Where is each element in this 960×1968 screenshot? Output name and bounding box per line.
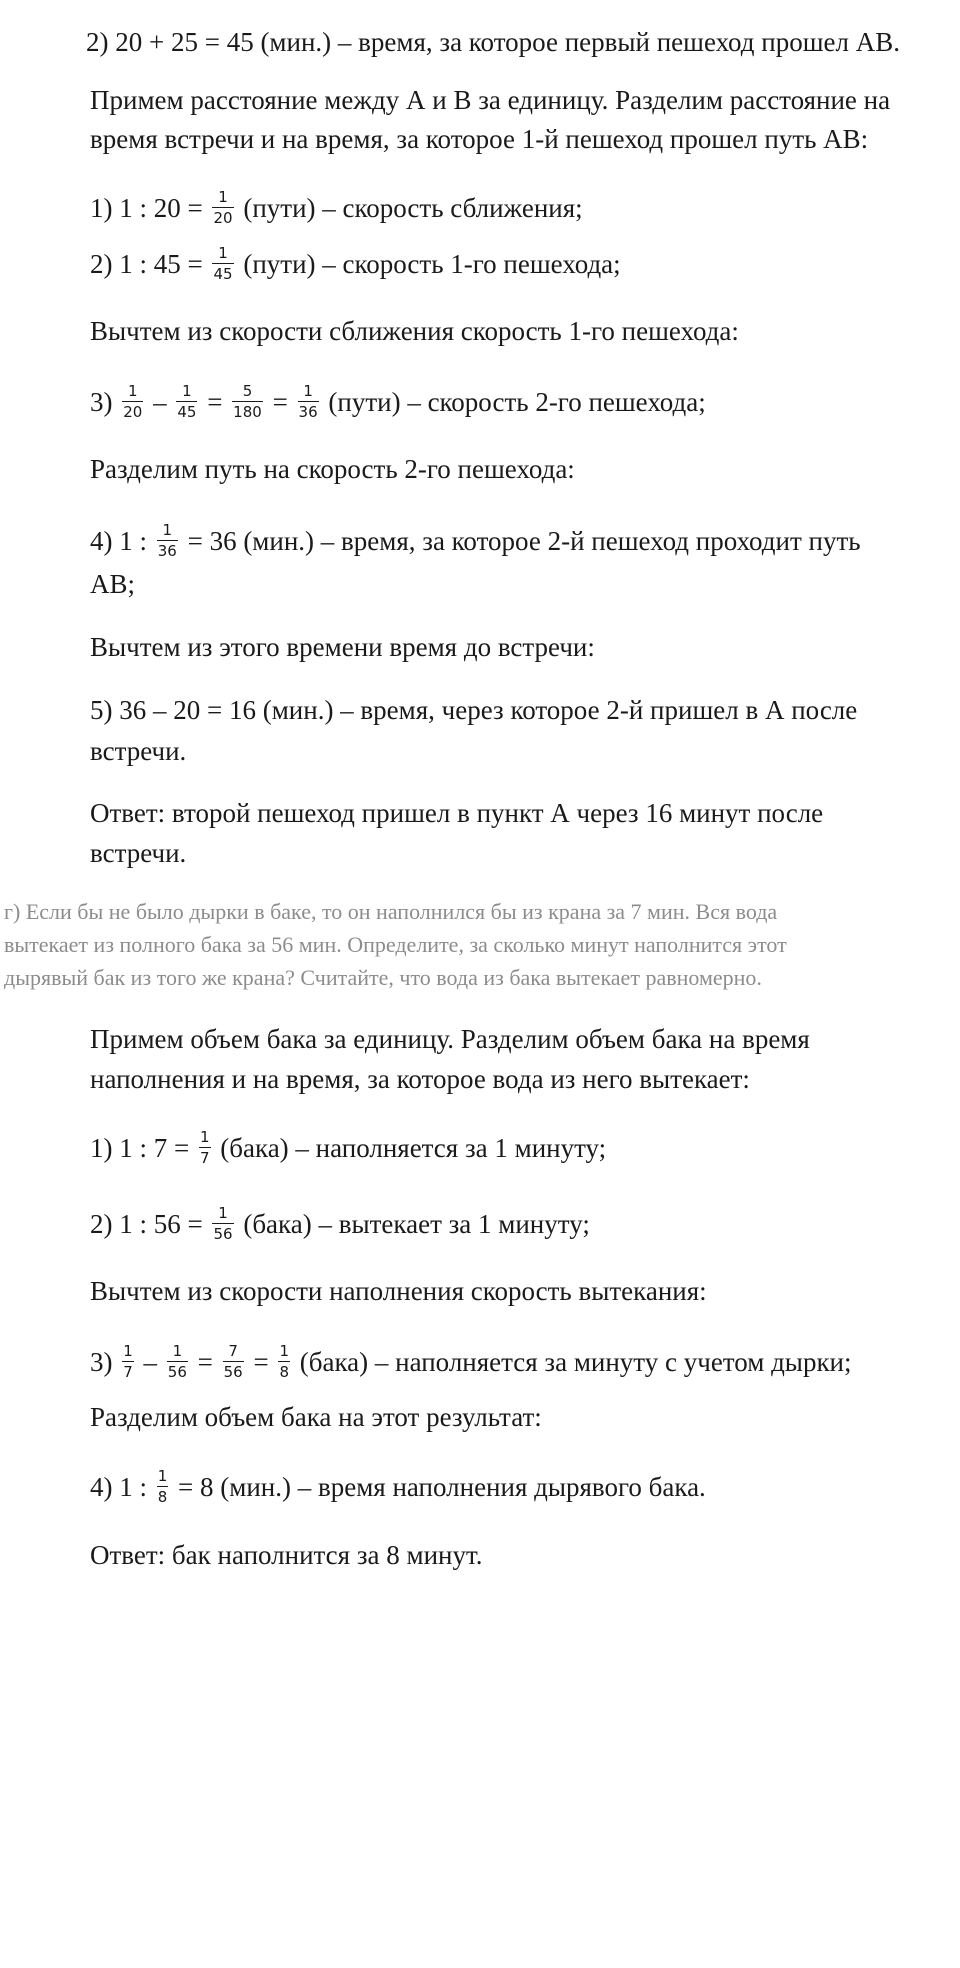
equals-sign: = (265, 387, 295, 417)
fraction (212, 1205, 233, 1243)
formula-line (90, 1205, 590, 1243)
fraction (232, 383, 263, 421)
formula-prefix: 1) 1 : 20 = (90, 193, 210, 223)
task-statement-line: вытекает из полного бака за 56 мин. Определите, за сколько минут наполнится этот (4, 932, 787, 957)
solution-step-2-text (86, 25, 900, 59)
answer-line (90, 1538, 483, 1572)
paragraph-line (90, 452, 575, 486)
formula-line (90, 522, 861, 560)
text-line: наполнения и на время, за которое вода из него вытекает: (90, 1064, 750, 1094)
fraction-numerator: 1 (218, 1204, 228, 1222)
fraction-denominator: 20 (213, 209, 233, 227)
paragraph-line (90, 693, 857, 727)
formula-suffix: (бака) – вытекает за 1 минуту; (236, 1209, 590, 1239)
formula-prefix: 3) (90, 387, 120, 417)
text-line: Ответ: второй пешеход пришел в пункт А через 16 минут после (90, 798, 824, 828)
answer-line (90, 796, 823, 830)
text-line: Ответ: бак наполнится за 8 минут. (90, 1540, 483, 1570)
fraction (176, 383, 197, 421)
fraction-denominator: 7 (199, 1149, 210, 1167)
text-line: встречи. (90, 838, 187, 868)
fraction (199, 1129, 211, 1167)
formula-suffix: (бака) – наполняется за 1 минуту; (213, 1133, 607, 1163)
task-statement-line: дырявый бак из того же крана? Считайте, что вода из бака вытекает равномерно. (4, 965, 762, 990)
formula-line (90, 1129, 606, 1167)
formula-prefix: 1) 1 : 7 = (90, 1133, 196, 1163)
fraction-denominator: 45 (213, 265, 233, 283)
fraction-numerator: 1 (199, 1128, 210, 1146)
text-line: 5) 36 – 20 = 16 (мин.) – время, через которое 2-й пришел в А после (90, 695, 858, 725)
fraction (212, 245, 233, 283)
paragraph-line (90, 734, 186, 768)
fraction (157, 1468, 169, 1506)
fraction-numerator: 1 (172, 1342, 183, 1360)
text-line: Разделим объем бака на этот результат: (90, 1402, 542, 1432)
formula-prefix: 3) (90, 1347, 120, 1377)
fraction (212, 189, 233, 227)
text-line: Вычтем из этого времени время до встречи: (90, 632, 595, 662)
fraction-denominator: 36 (157, 542, 177, 560)
fraction-numerator: 5 (242, 382, 253, 400)
text-line: Разделим путь на скорость 2-го пешехода: (90, 454, 575, 484)
paragraph-line (90, 630, 595, 664)
formula-line (90, 189, 583, 227)
paragraph-line (90, 1062, 750, 1096)
formula-suffix: (пути) – скорость 1-го пешехода; (236, 249, 621, 279)
fraction-denominator: 8 (157, 1488, 168, 1506)
answer-line (90, 836, 186, 870)
fraction (122, 1343, 134, 1381)
text-line: АВ; (90, 569, 136, 599)
minus-sign: – (136, 1347, 164, 1377)
fraction-denominator: 36 (298, 403, 318, 421)
fraction (167, 1343, 188, 1381)
fraction (122, 383, 143, 421)
text-line: Вычтем из скорости сближения скорость 1-го пешехода: (90, 316, 739, 346)
fraction-denominator: 8 (279, 1363, 289, 1381)
fraction-numerator: 1 (182, 382, 192, 400)
formula-suffix: = 8 (мин.) – время наполнения дырявого бака. (171, 1472, 706, 1502)
fraction-denominator: 7 (123, 1363, 133, 1381)
formula-line (90, 1343, 852, 1381)
text-line: время встречи и на время, за которое 1-й пешеход прошел путь АВ: (90, 124, 869, 154)
text-line: Примем расстояние между А и В за единицу. Разделим расстояние на (90, 85, 891, 115)
text-line: встречи. (90, 736, 187, 766)
fraction (278, 1343, 290, 1381)
paragraph-line (90, 122, 868, 156)
formula-prefix: 2) 1 : 56 = (90, 1209, 210, 1239)
fraction-denominator: 20 (123, 403, 143, 421)
fraction-denominator: 56 (167, 1363, 187, 1381)
formula-line (90, 383, 706, 421)
text-line: Вычтем из скорости наполнения скорость вытекания: (90, 1276, 707, 1306)
fraction-denominator: 56 (213, 1225, 233, 1243)
fraction-numerator: 1 (218, 188, 228, 206)
formula-prefix: 2) 1 : 45 = (90, 249, 210, 279)
paragraph-line (90, 567, 135, 601)
fraction-denominator: 56 (223, 1363, 243, 1381)
equals-sign: = (246, 1347, 276, 1377)
paragraph-line (90, 1400, 542, 1434)
fraction-denominator: 180 (233, 403, 262, 421)
formula-prefix: 4) 1 : (90, 1472, 154, 1502)
task-statement-line: г) Если бы не было дырки в баке, то он наполнился бы из крана за 7 мин. Вся вода (4, 899, 778, 924)
fraction (223, 1343, 244, 1381)
formula-line (90, 245, 621, 283)
fraction-numerator: 1 (157, 1467, 168, 1485)
paragraph-line (90, 1274, 707, 1308)
formula-suffix: (бака) – наполняется за минуту с учетом дырки; (293, 1347, 852, 1377)
equals-sign: = (200, 387, 230, 417)
fraction-numerator: 1 (303, 382, 313, 400)
paragraph-line (90, 1022, 810, 1056)
formula-prefix: 4) 1 : (90, 526, 154, 556)
equals-sign: = (190, 1347, 220, 1377)
formula-line (90, 1468, 706, 1506)
fraction-numerator: 1 (123, 1342, 133, 1360)
paragraph-line (90, 83, 890, 117)
formula-suffix: (пути) – скорость 2-го пешехода; (321, 387, 706, 417)
formula-suffix: (пути) – скорость сближения; (236, 193, 583, 223)
fraction-numerator: 1 (162, 521, 173, 539)
fraction (157, 522, 178, 560)
paragraph-line (90, 314, 739, 348)
fraction-numerator: 7 (228, 1342, 238, 1360)
fraction-numerator: 1 (218, 244, 228, 262)
fraction-numerator: 1 (128, 382, 138, 400)
fraction-numerator: 1 (279, 1342, 289, 1360)
fraction (298, 383, 319, 421)
text-line: Примем объем бака за единицу. Разделим объем бака на время (90, 1024, 810, 1054)
minus-sign: – (146, 387, 174, 417)
text-line: 2) 20 + 25 = 45 (мин.) – время, за которое первый пешеход прошел АВ. (86, 27, 900, 57)
formula-suffix: = 36 (мин.) – время, за которое 2-й пешеход проходит путь (180, 526, 861, 556)
fraction-denominator: 45 (177, 403, 197, 421)
